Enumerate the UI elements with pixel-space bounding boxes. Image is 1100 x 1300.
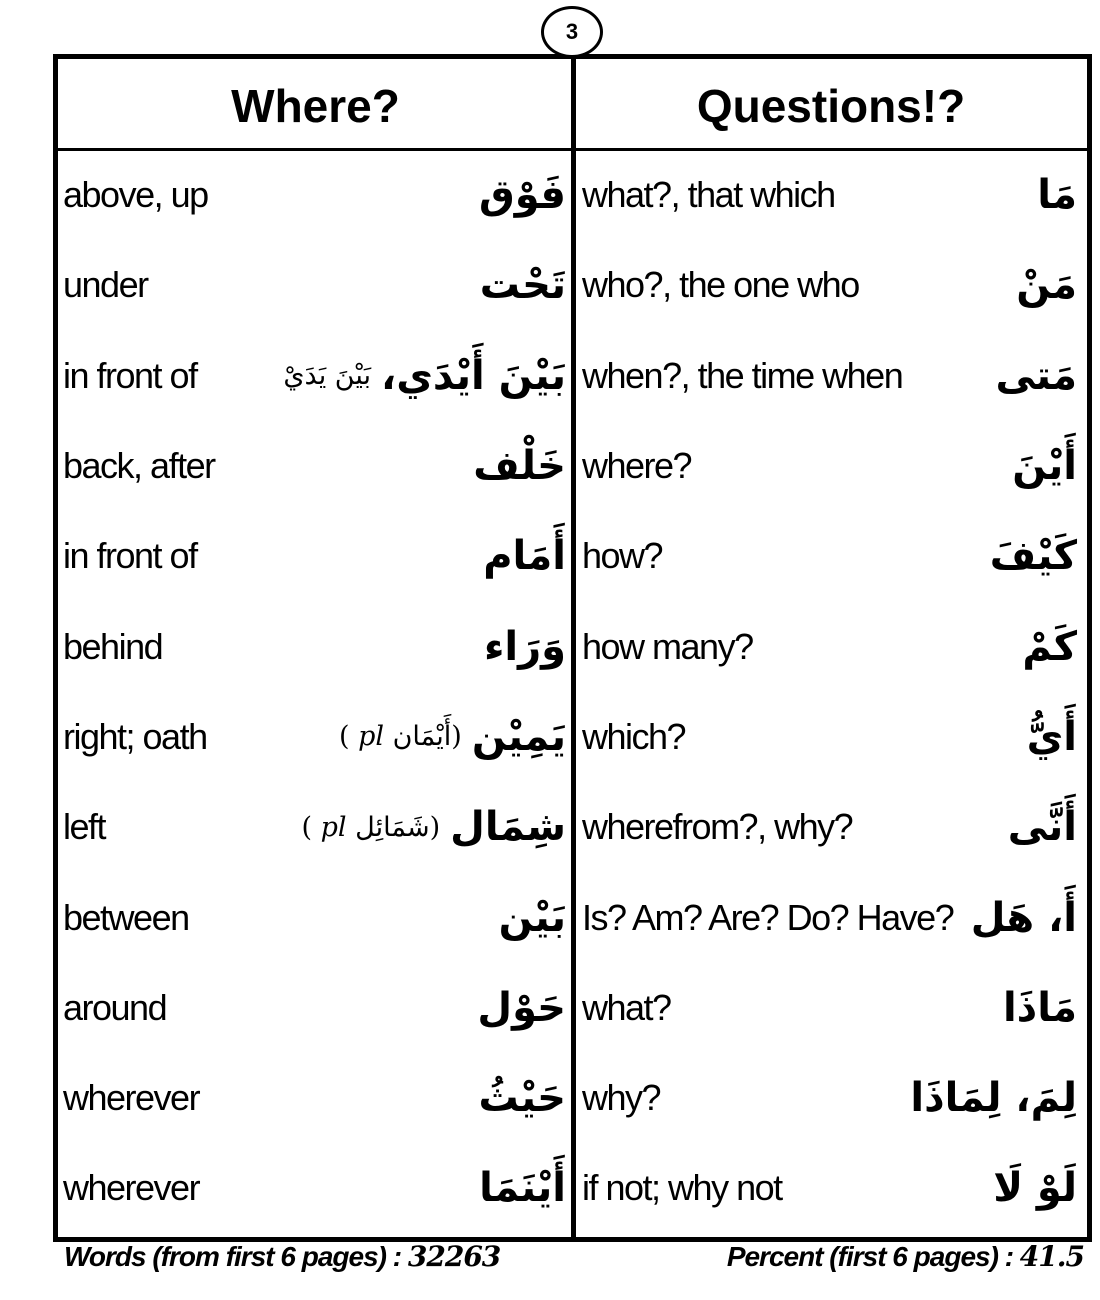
plural-arabic: أَيْمَان (392, 721, 452, 753)
arabic-word: لَوْ لَا (993, 1165, 1077, 1212)
vocab-row (579, 421, 1079, 511)
vocab-row (579, 601, 1079, 691)
vocab-row (579, 963, 1079, 1053)
english-gloss: left (63, 806, 106, 848)
vocab-row (579, 1143, 1079, 1233)
english-gloss: right; oath (63, 715, 207, 757)
arabic-word: أَيْنَمَا (479, 1165, 566, 1212)
page-number-badge: 3 (541, 6, 603, 58)
arabic-word: مَتى (995, 352, 1077, 399)
english-gloss: where? (582, 445, 692, 487)
english-gloss: around (63, 986, 167, 1028)
arabic-word: مَاذَا (1002, 984, 1077, 1031)
questions-column (579, 150, 1079, 1234)
arabic-word: خَلْف (473, 443, 566, 490)
word-count-footer (64, 1240, 500, 1273)
english-gloss: behind (63, 625, 163, 667)
english-gloss: above, up (63, 174, 208, 216)
english-gloss: in front of (63, 354, 197, 396)
vocab-row (60, 963, 568, 1053)
arabic-word: أَيُّ (1026, 713, 1077, 760)
english-gloss: how many? (582, 625, 753, 667)
vocab-row (579, 511, 1079, 601)
vocab-row (60, 692, 568, 782)
arabic-word: أَنَّى (1007, 804, 1077, 851)
vocab-row (60, 150, 568, 240)
vocab-row (579, 331, 1079, 421)
vocab-row (60, 872, 568, 962)
arabic-word: حَيْثُ (478, 1075, 566, 1122)
arabic-word: تَحْت (479, 262, 566, 309)
vocab-row (60, 1053, 568, 1143)
english-gloss: Is? Am? Are? Do? Have? (582, 896, 954, 938)
arabic-word: مَنْ (1016, 262, 1077, 309)
vocab-row (579, 150, 1079, 240)
arabic-word: فَوْق (478, 172, 566, 219)
vocab-row (60, 511, 568, 601)
word-count-value: 32263 (407, 1240, 501, 1273)
percent-footer (727, 1240, 1084, 1273)
word-count-label: Words (from first 6 pages) : (64, 1241, 402, 1272)
arabic-word: أَمَام (483, 533, 566, 580)
arabic-word: لِمَ، لِمَاذَا (910, 1075, 1077, 1122)
english-gloss: if not; why not (582, 1167, 782, 1209)
english-gloss: why? (582, 1077, 661, 1119)
english-gloss: when?, the time when (582, 354, 903, 396)
percent-label: Percent (first 6 pages) : (726, 1241, 1014, 1272)
vocab-row (579, 872, 1079, 962)
plural-note: ( pl أَيْمَان) (338, 721, 462, 753)
plural-arabic: شَمَائِل (355, 811, 430, 843)
arabic-word: حَوْل (477, 984, 566, 1031)
arabic-word: مَا (1037, 172, 1077, 219)
english-gloss: wherever (63, 1167, 200, 1209)
english-gloss: who?, the one who (582, 264, 859, 306)
vocab-row (579, 692, 1079, 782)
arabic-word: وَرَاء (483, 623, 566, 670)
english-gloss: wherefrom?, why? (582, 806, 853, 848)
arabic-word: أَ، هَل (970, 894, 1077, 941)
english-gloss: back, after (63, 445, 215, 487)
english-gloss: in front of (63, 535, 197, 577)
arabic-word: كَمْ (1022, 623, 1077, 670)
english-gloss: wherever (63, 1077, 200, 1119)
vocab-row (60, 331, 568, 421)
english-gloss: which? (582, 715, 686, 757)
questions-column-header: Questions!? (696, 80, 966, 132)
english-gloss: between (63, 896, 189, 938)
arabic-variant: بَيْنَ يَدَيْ (283, 360, 372, 392)
arabic-word: أَيْنَ (1012, 443, 1077, 490)
column-divider (571, 54, 576, 1242)
where-column-header: Where? (231, 80, 400, 132)
english-gloss: what?, that which (582, 174, 835, 216)
english-gloss: how? (582, 535, 663, 577)
arabic-word: شِمَال (450, 804, 566, 851)
vocab-row (579, 240, 1079, 330)
plural-note: ( pl شَمَائِل) (301, 811, 441, 843)
arabic-word: يَمِيْن (471, 713, 566, 760)
vocab-row (60, 421, 568, 511)
vocab-row (60, 782, 568, 872)
arabic-word: كَيْفَ (989, 533, 1077, 580)
vocab-row (579, 1053, 1079, 1143)
english-gloss: what? (582, 986, 671, 1028)
vocab-row (60, 601, 568, 691)
english-gloss: under (63, 264, 148, 306)
where-column (60, 150, 568, 1234)
vocab-row (579, 782, 1079, 872)
vocab-row (60, 240, 568, 330)
arabic-word: بَيْنَ أَيْدَي، (381, 352, 566, 399)
percent-value: 41.5 (1019, 1240, 1084, 1273)
arabic-word: بَيْن (498, 894, 566, 941)
vocab-row (60, 1143, 568, 1233)
